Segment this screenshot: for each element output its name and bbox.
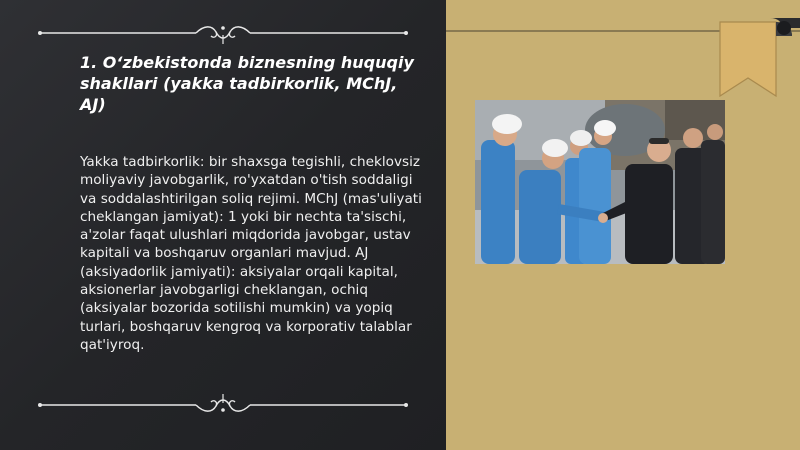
- workers-handshake-photo: [475, 100, 725, 264]
- slide-title: 1. O‘zbekistonda biznesning huquqiy shakllari (yakka tadbirkorlik, MChJ, AJ): [80, 53, 414, 114]
- bookmark-ribbon-icon: [718, 18, 800, 100]
- slide-body-text: Yakka tadbirkorlik: bir shaxsga tegishli, cheklovsiz moliyaviy javobgarlik, ro'yxatdan o'tish soddaligi va soddalashtirilgan soliq rejimi. MChJ (mas'uliyati cheklangan jamiyat): 1 yoki bir nechta ta'sischi, a'zolar faqat ulushlari miqdorida javobgar, ustav kapitali va boshqaruv organlari mavjud. AJ (aksiyadorlik jamiyati): aksiyalar orqali kapital, aksionerlar javobgarligi cheklangan, ochiq (aksiyalar bozorida sotilishi mumkin) va yopiq turlari, boshqaruv kengroq va korporativ talablar qat'iyroq.: [80, 154, 422, 353]
- top-flourish-divider-icon: [36, 22, 410, 46]
- bottom-flourish-divider-icon: [36, 392, 410, 416]
